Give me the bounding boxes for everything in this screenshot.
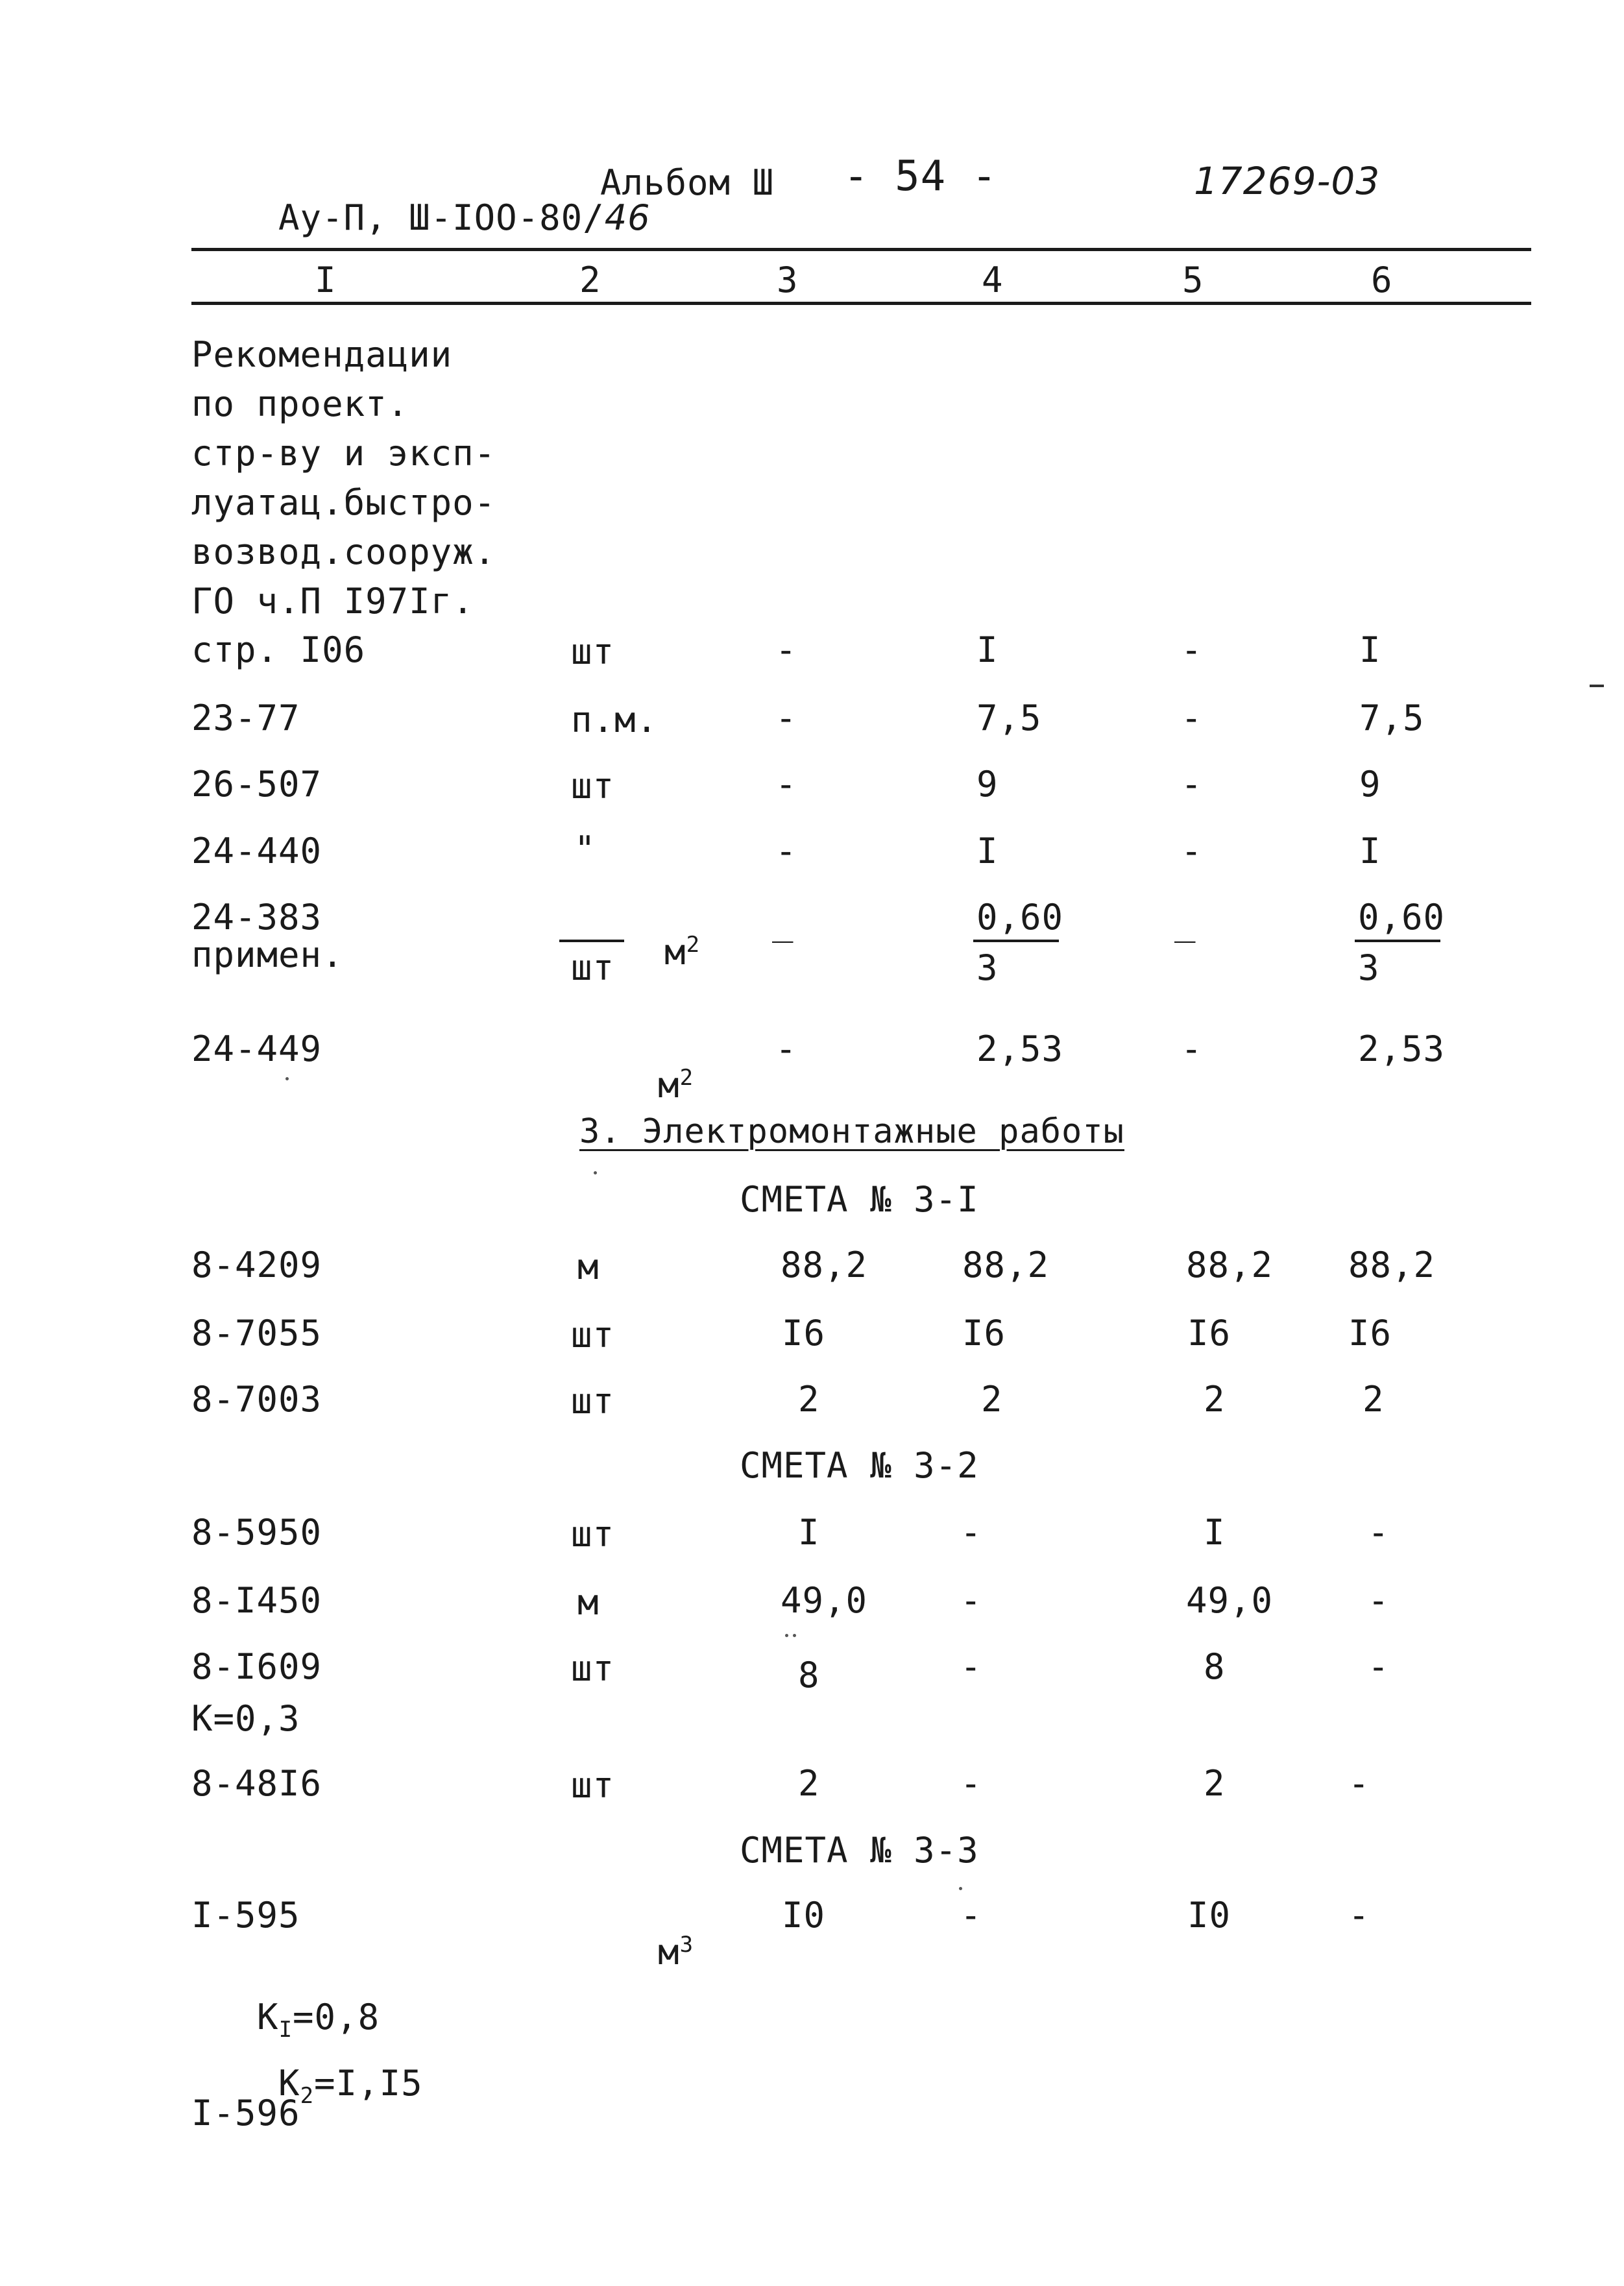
unit-denominator: шт	[571, 947, 615, 988]
unit-base: м	[658, 1065, 680, 1106]
unit-base: м	[658, 1932, 680, 1973]
smeta-title: СМЕТА № 3-2	[740, 1445, 979, 1486]
table-cell-c5: -	[1181, 1028, 1203, 1069]
unit-fraction-line	[559, 940, 624, 942]
table-cell-c3: I6	[782, 1313, 826, 1354]
speck	[594, 1171, 597, 1174]
table-row-unit: шт	[571, 1514, 615, 1555]
intro-line: стр-ву и эксп-	[191, 433, 496, 474]
header-code-main: Ау-П, Ш-IOO-80/	[278, 197, 605, 238]
table-cell-c3: 49,0	[781, 1580, 868, 1621]
table-cell-c5: I0	[1187, 1895, 1231, 1936]
table-cell-c6: -	[1348, 1763, 1370, 1804]
coef-subscript: 2	[300, 2082, 315, 2109]
intro-line: возвод.сооруж.	[191, 531, 496, 572]
table-cell-c5: -	[1181, 698, 1203, 738]
table-cell-c5: -	[1181, 764, 1203, 805]
smeta-title: СМЕТА № 3-I	[740, 1179, 979, 1220]
smeta-title: СМЕТА № 3-3	[740, 1830, 979, 1871]
speck	[285, 1077, 289, 1080]
coef-subscript: I	[278, 2016, 293, 2043]
table-row-unit: п.м.	[571, 699, 659, 740]
col-header-1: I	[315, 260, 337, 300]
table-cell-c6: -	[1368, 1512, 1390, 1553]
table-row-unit: "	[574, 829, 596, 869]
table-row-code-note: примен.	[191, 934, 344, 975]
table-row-unit: м	[577, 1246, 600, 1287]
table-cell-c5: 88,2	[1186, 1245, 1274, 1285]
fraction-numerator-c6: 0,60	[1358, 897, 1446, 938]
coef-value: =I,I5	[314, 2063, 423, 2104]
speck	[959, 1887, 962, 1890]
table-row-unit: шт	[571, 1648, 615, 1689]
table-cell-c6: -	[1368, 1580, 1390, 1621]
header-code	[191, 165, 650, 271]
table-cell-c6: 9	[1359, 764, 1381, 805]
table-row-code: 8-I450	[191, 1580, 322, 1621]
table-row-code: 8-5950	[191, 1512, 322, 1553]
col-header-4: 4	[982, 260, 1004, 300]
table-cell-c4: I	[976, 831, 999, 871]
table-row-code: 8-I609	[191, 1646, 322, 1687]
table-row-unit: шт	[571, 631, 615, 672]
table-row-code: 23-77	[191, 698, 300, 738]
table-cell-c3: I0	[782, 1895, 826, 1936]
table-cell-c3: -	[775, 831, 797, 871]
table-cell-c4: -	[960, 1895, 982, 1936]
table-cell-c6: I6	[1348, 1313, 1392, 1354]
speck	[785, 1634, 788, 1637]
fraction-line-c4	[973, 940, 1059, 942]
table-cell-c5: 49,0	[1186, 1580, 1274, 1621]
table-row-unit: шт	[571, 766, 615, 807]
table-cell-c6: -	[1368, 1646, 1390, 1687]
fraction-line-c6	[1355, 940, 1440, 942]
table-cell-c5: 8	[1204, 1646, 1226, 1687]
fraction-denominator-c6: 3	[1358, 947, 1380, 988]
table-row-unit: шт	[571, 1765, 615, 1806]
coef-base: К	[257, 1997, 279, 2037]
fraction-numerator-c4: 0,60	[976, 897, 1064, 938]
table-cell-c4: I6	[962, 1313, 1006, 1354]
table-row-code: 8-48I6	[191, 1763, 322, 1804]
unit-base: м	[664, 932, 686, 973]
header-album: Альбом Ш	[600, 162, 775, 203]
table-cell-c4: 7,5	[976, 698, 1042, 738]
table-cell-c4: 9	[976, 764, 999, 805]
table-row-code: 24-440	[191, 831, 322, 871]
table-row-unit	[571, 1900, 694, 2005]
table-cell-c5: 2	[1204, 1379, 1226, 1420]
unit-exponent: 3	[679, 1932, 694, 1958]
table-cell-c5: -	[1181, 831, 1203, 871]
table-cell-c4: -	[960, 1646, 982, 1687]
col-header-3: 3	[777, 260, 799, 300]
section-title: 3. Электромонтажные работы	[579, 1112, 1124, 1151]
fraction-denominator-c4: 3	[976, 947, 999, 988]
table-cell-c3: 8	[798, 1655, 820, 1696]
table-cell-c6: 2,53	[1358, 1028, 1446, 1069]
table-cell-c5: I6	[1187, 1313, 1231, 1354]
intro-line: Рекомендации	[191, 334, 453, 375]
table-cell-c6: 2	[1363, 1379, 1385, 1420]
table-cell-c6: -	[1348, 1895, 1370, 1936]
table-cell-c4: 2	[981, 1379, 1003, 1420]
header-doc-number: 17269-03	[1194, 159, 1381, 203]
margin-mark	[1590, 685, 1604, 687]
unit-exponent: 2	[686, 932, 701, 958]
table-cell-c5: _	[1174, 902, 1196, 943]
intro-line: по проект.	[191, 383, 409, 424]
table-row-code: 8-7003	[191, 1379, 322, 1420]
table-row-code: I-596	[191, 2093, 300, 2134]
col-header-5: 5	[1182, 260, 1204, 300]
table-cell-c6: I	[1359, 831, 1381, 871]
col-header-2: 2	[579, 260, 601, 300]
table-row-code: 26-507	[191, 764, 322, 805]
table-cell-c3: 2	[798, 1379, 820, 1420]
intro-line: луатац.быстро-	[191, 482, 496, 523]
unit-exponent: 2	[679, 1065, 694, 1091]
table-row-code: 24-449	[191, 1028, 322, 1069]
header-page-number: - 54 -	[843, 152, 998, 201]
table-cell-c5: I	[1204, 1512, 1226, 1553]
header-rule-top	[191, 248, 1531, 251]
table-cell-c4: -	[960, 1512, 982, 1553]
intro-line: ГО ч.П I97Iг.	[191, 581, 474, 622]
table-row-unit: шт	[571, 1381, 615, 1422]
table-cell-c4: 88,2	[962, 1245, 1050, 1285]
header-rule-bottom	[191, 302, 1531, 305]
table-cell-c3: 88,2	[781, 1245, 868, 1285]
coefficient-note: К=0,3	[191, 1698, 300, 1739]
speck	[793, 1634, 796, 1637]
table-cell-c4: I	[976, 629, 999, 670]
table-cell-c3: -	[775, 629, 797, 670]
col-header-6: 6	[1371, 260, 1393, 300]
table-row-unit: м	[577, 1582, 600, 1623]
table-cell-c5: 2	[1204, 1763, 1226, 1804]
table-cell-c5: -	[1181, 629, 1203, 670]
table-cell-c3: -	[775, 764, 797, 805]
table-row-code: стр. I06	[191, 629, 366, 670]
table-cell-c3: I	[798, 1512, 820, 1553]
table-row-code: 8-7055	[191, 1313, 322, 1354]
table-cell-c4: -	[960, 1580, 982, 1621]
table-cell-c6: 7,5	[1359, 698, 1425, 738]
table-row-code: I-595	[191, 1895, 300, 1936]
table-row-unit: шт	[571, 1315, 615, 1356]
table-cell-c4: 2,53	[976, 1028, 1064, 1069]
table-cell-c3: -	[775, 1028, 797, 1069]
header-code-suffix: 46	[604, 197, 651, 238]
table-cell-c6: 88,2	[1348, 1245, 1436, 1285]
coef-value: =0,8	[293, 1997, 380, 2037]
table-cell-c4: -	[960, 1763, 982, 1804]
table-cell-c3: 2	[798, 1763, 820, 1804]
table-row-code: 24-383	[191, 897, 322, 938]
table-cell-c3: -	[775, 698, 797, 738]
table-row-code: 8-4209	[191, 1245, 322, 1285]
table-cell-c6: I	[1359, 629, 1381, 670]
coef-base: К	[278, 2063, 300, 2104]
table-cell-c3: _	[772, 902, 794, 943]
